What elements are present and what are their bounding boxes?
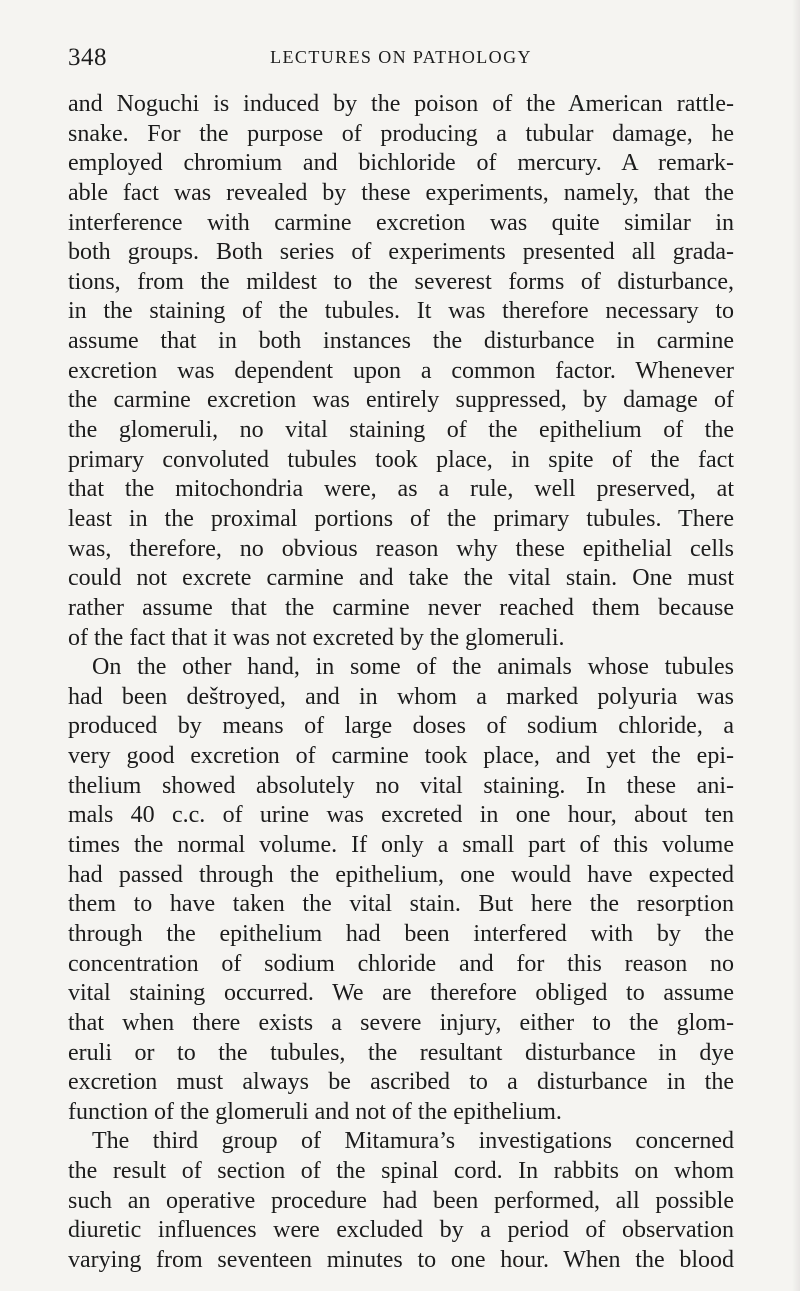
text-line: such an operative procedure had been performed, all possible [68,1187,734,1214]
text-line: times the normal volume. If only a small part of this volume [68,832,734,859]
text-line: that when there exists a severe injury, either to the glom- [68,1009,734,1036]
text-line: was, therefore, no obvious reason why these epithelial cells [68,535,734,562]
text-line: mals 40 c.c. of urine was excreted in one hour, about ten [68,802,734,829]
text-line: through the epithelium had been interfered with by the [68,920,734,947]
text-line: The third group of Mitamura’s investigations concerned [92,1128,734,1155]
text-line: eruli or to the tubules, the resultant disturbance in dye [68,1039,734,1066]
text-line: them to have taken the vital stain. But here the resorption [68,891,734,918]
body-text [68,90,734,1276]
text-line: interference with carmine excretion was quite similar in [68,209,734,236]
page-number: 348 [68,44,107,71]
text-line: very good excretion of carmine took place, and yet the epi- [68,743,734,770]
text-line: able fact was revealed by these experiments, namely, that the [68,179,734,206]
page-header [68,44,734,74]
running-head: LECTURES ON PATHOLOGY [270,47,532,67]
text-line: had been deštroyed, and in whom a marked polyuria was [68,683,734,710]
paragraph [68,90,734,653]
text-line: could not excrete carmine and take the vital stain. One must [68,565,734,592]
text-line: produced by means of large doses of sodium chloride, a [68,713,734,740]
text-line: thelium showed absolutely no vital staining. In these ani- [68,772,734,799]
text-line: vital staining occurred. We are therefore obliged to assume [68,980,734,1007]
text-line: excretion must always be ascribed to a disturbance in the [68,1069,734,1096]
text-line: and Noguchi is induced by the poison of the American rattle- [68,91,734,117]
text-line: employed chromium and bichloride of mercury. A remark- [68,150,734,177]
paragraph [68,1127,734,1275]
text-line: diuretic influences were excluded by a period of observation [68,1217,734,1244]
text-line: snake. For the purpose of producing a tubular damage, he [68,120,734,147]
text-line: On the other hand, in some of the animals whose tubules [92,654,734,681]
text-line: the glomeruli, no vital staining of the epithelium of the [68,417,734,444]
text-line: function of the glomeruli and not of the epithelium. [68,1098,562,1125]
text-line: assume that in both instances the disturbance in carmine [68,328,734,355]
text-line: in the staining of the tubules. It was therefore necessary to [68,298,734,325]
page-edge-shadow [792,0,800,1291]
text-line: the result of section of the spinal cord. In rabbits on whom [68,1158,734,1185]
text-line: least in the proximal portions of the primary tubules. There [68,505,734,532]
text-line: the carmine excretion was entirely suppressed, by damage of [68,387,734,414]
paragraph [68,653,734,1127]
text-line: varying from seventeen minutes to one hour. When the blood [68,1246,734,1273]
text-line: rather assume that the carmine never reached them because [68,594,734,621]
text-line: concentration of sodium chloride and for this reason no [68,950,734,977]
text-line: both groups. Both series of experiments presented all grada- [68,239,734,266]
text-line: excretion was dependent upon a common factor. Whenever [68,357,734,384]
text-line: primary convoluted tubules took place, in spite of the fact [68,446,734,473]
text-line: had passed through the epithelium, one would have expected [68,861,734,888]
text-line: tions, from the mildest to the severest forms of disturbance, [68,268,734,295]
text-line: of the fact that it was not excreted by the glomeruli. [68,624,565,651]
text-line: that the mitochondria were, as a rule, well preserved, at [68,476,734,503]
